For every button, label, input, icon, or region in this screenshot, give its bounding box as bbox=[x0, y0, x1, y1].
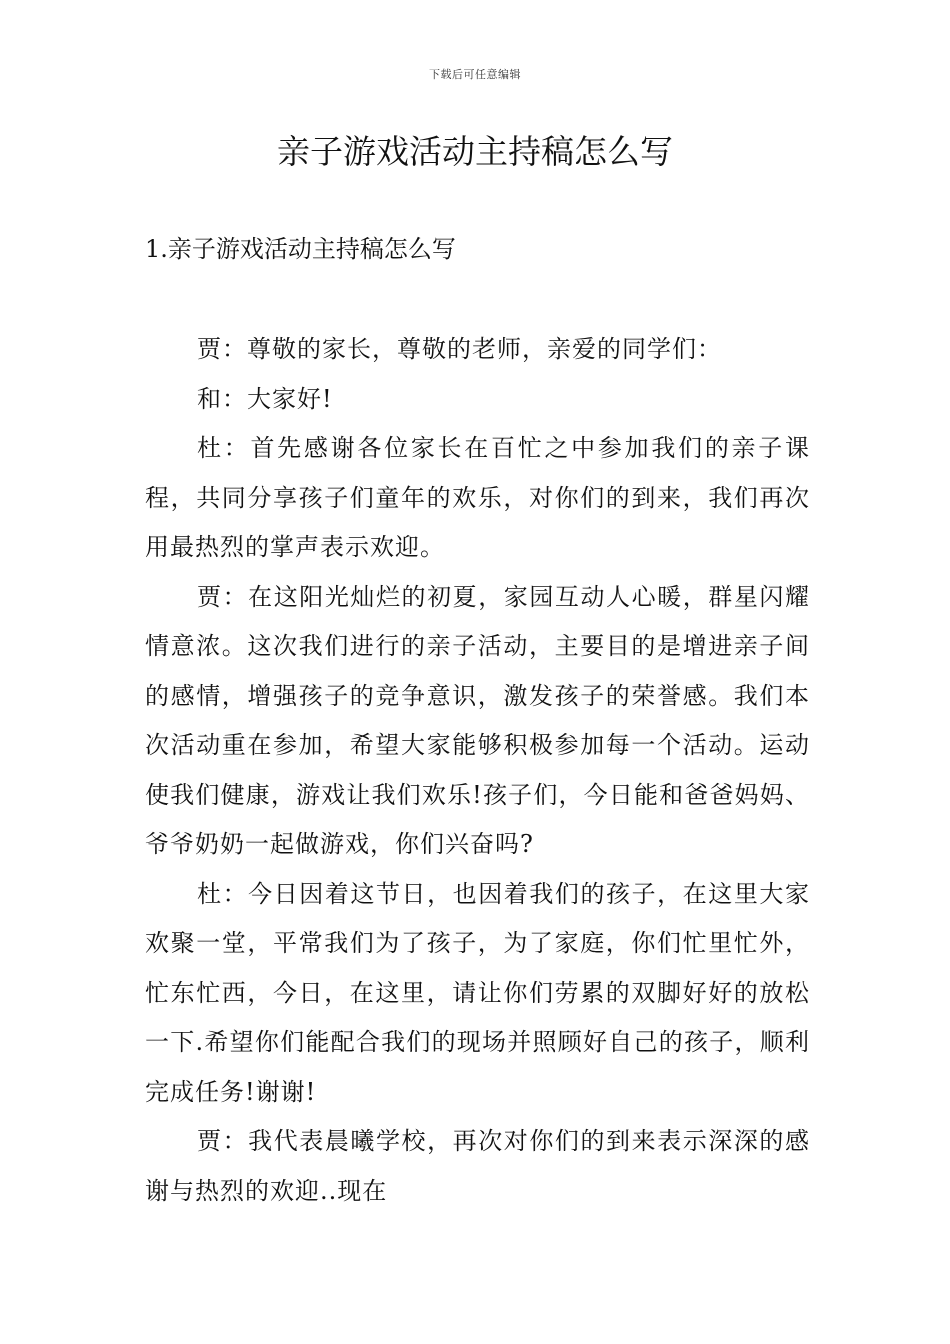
header-note: 下载后可任意编辑 bbox=[429, 68, 521, 81]
document-body bbox=[145, 325, 810, 1216]
section-heading: 1.亲子游戏活动主持稿怎么写 bbox=[145, 235, 456, 263]
paragraph: 和：大家好! bbox=[197, 384, 333, 413]
paragraph: 贾：在这阳光灿烂的初夏，家园互动人心暖，群星闪耀情意浓。这次我们进行的亲子活动，主要目的是增进亲子间的感情，增强孩子的竞争意识，激发孩子的荣誉感。我们本次活动重在参加，希望大家能够积极参加每一个活动。运动使我们健康，游戏让我们欢乐!孩子们，今日能和爸爸妈妈、爷爷奶奶一起做游戏，你们兴奋吗? bbox=[145, 582, 810, 858]
document-title: 亲子游戏活动主持稿怎么写 bbox=[277, 132, 673, 171]
paragraph: 杜：首先感谢各位家长在百忙之中参加我们的亲子课程，共同分享孩子们童年的欢乐，对你们的到来，我们再次用最热烈的掌声表示欢迎。 bbox=[145, 434, 810, 561]
paragraph: 贾：我代表晨曦学校，再次对你们的到来表示深深的感谢与热烈的欢迎..现在 bbox=[145, 1127, 810, 1205]
paragraph: 贾：尊敬的家长，尊敬的老师，亲爱的同学们： bbox=[197, 335, 722, 363]
paragraph: 杜：今日因着这节日，也因着我们的孩子，在这里大家欢聚一堂，平常我们为了孩子，为了家庭，你们忙里忙外，忙东忙西，今日，在这里，请让你们劳累的双脚好好的放松一下.希望你们能配合我们的现场并照顾好自己的孩子，顺利完成任务!谢谢! bbox=[145, 879, 810, 1106]
